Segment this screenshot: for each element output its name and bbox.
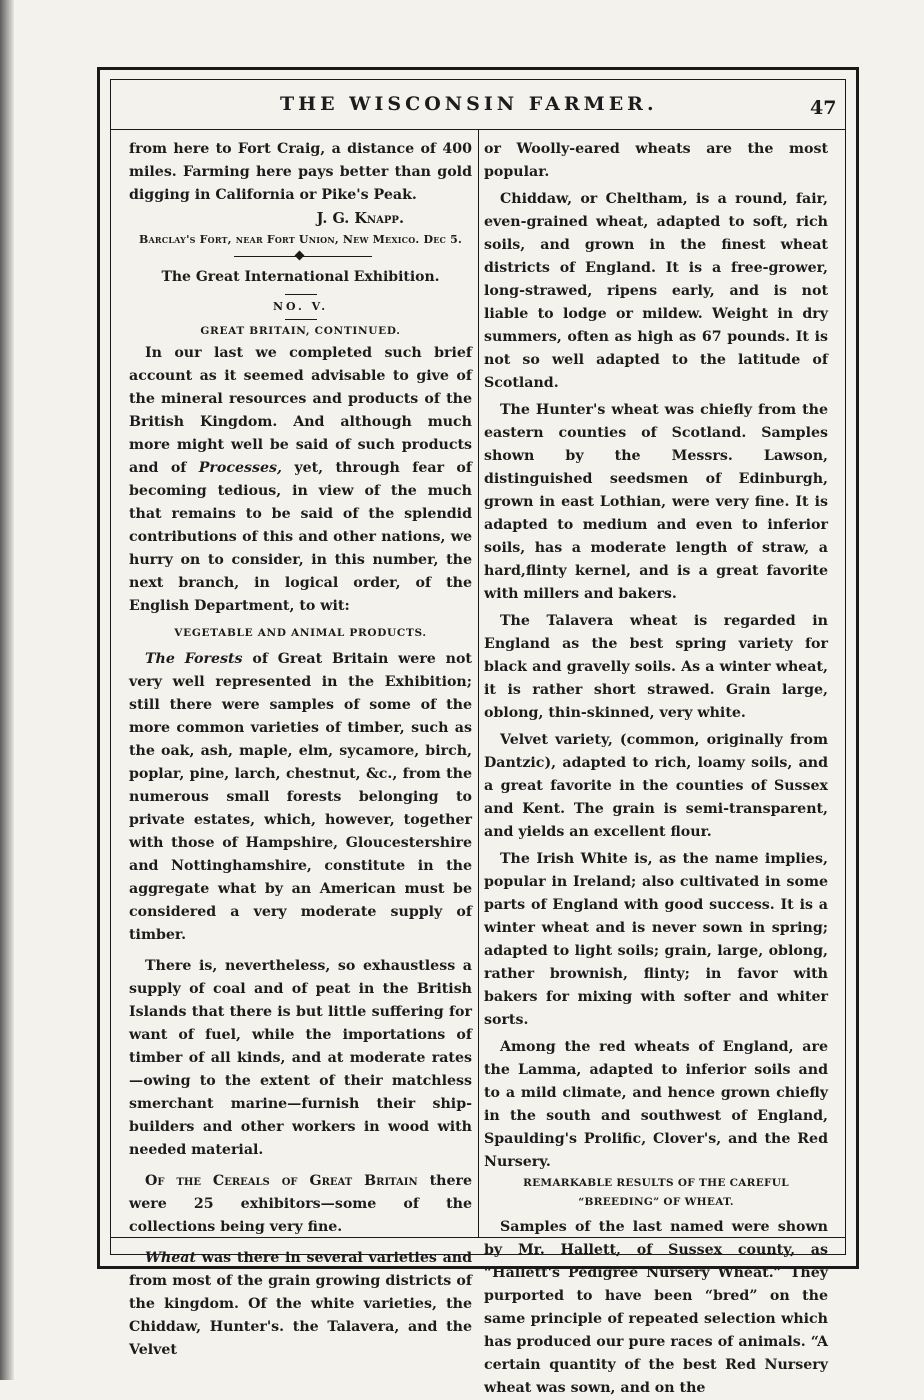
velvet-paragraph: Velvet variety, (common, originally from Dantzic), adapted to rich, loamy soils, and a great favorite in the counties of Sussex and Kent. The grain is semi-transparent, and yields an excellent flour. xyxy=(484,732,828,840)
red-wheats-paragraph: Among the red wheats of England, are the Lamma, adapted to inferior soils and to a mild climate, and hence grown chiefly in the south and southwest of England, Spaulding's Prolific, Clover's, and the Red Nursery. xyxy=(484,1039,828,1170)
letter-ending-paragraph: from here to Fort Craig, a distance of 400 miles. Farming here pays better than gold digging in California or Pike's Peak. xyxy=(129,141,472,203)
page-number: 47 xyxy=(810,97,837,119)
article-number: NO. V. xyxy=(272,300,329,313)
coal-paragraph: There is, nevertheless, so exhaustless a supply of coal and of peat in the British Islands that there is but little suffering for want of fuel, while the importations of timber of all kinds, and at moderate rates—owing to the extent of their matchless smerchant marine—furnish their ship-builders and other workers in wood with needed material. xyxy=(129,958,472,1158)
article-subtitle: GREAT BRITAIN, CONTINUED. xyxy=(200,325,401,337)
wheats-continued-paragraph: or Woolly-eared wheats are the most popular. xyxy=(484,141,828,180)
wheat-paragraph: Wheat was there in several varieties and from most of the grain growing districts of the kingdom. Of the white varieties, the Chiddaw, Hunter's. the Talavera, and the Velvet xyxy=(129,1250,472,1358)
page-binding-shadow xyxy=(0,0,14,1380)
ornament-divider xyxy=(129,250,472,264)
running-head: THE WISCONSIN FARMER. xyxy=(280,93,658,115)
irish-white-paragraph: The Irish White is, as the name implies, popular in Ireland; also cultivated in some parts of England with good success. It is a winter wheat and is never sown in spring; adapted to light soils; grain, large, oblong, rather brownish, flinty; in favor with bakers for mixing with softer and whiter sorts. xyxy=(484,851,828,1028)
right-column xyxy=(484,138,828,1396)
column-divider xyxy=(478,129,479,1237)
article-title: The Great International Exhibition. xyxy=(161,269,440,285)
letter-signature: J. G. Knapp. xyxy=(316,210,404,227)
forests-paragraph: The Forests of Great Britain were not very well represented in the Exhibition; still there were samples of some of the more common varieties of timber, such as the oak, ash, maple, elm, sycamore, birch, poplar, pine, larch, chestnut, &c., from the numerous small forests belonging to private estates, which, however, together with those of Hampshire, Gloucestershire and Nottinghamshire, constitute in the aggregate what by an American must be considered a very moderate supply of timber. xyxy=(129,651,472,943)
intro-paragraph: In our last we completed such brief account as it seemed advisable to give of the mineral resources and products of the British Kingdom. And although much more might well be said of such products and of Processes, yet, through fear of becoming tedious, in view of the much that remains to be said of the splendid contributions of this and other nations, we hurry on to consider, in this number, the next branch, in logical order, of the English Department, to wit: xyxy=(129,345,472,614)
letter-dateline: Barclay's Fort, near Fort Union, New Mexico. Dec 5. xyxy=(139,233,462,246)
hallett-paragraph: Samples of the last named were shown by Mr. Hallett, of Sussex county, as “Hallett's Pedigree Nursery Wheat.” They purported to have been “bred” on the same principle of repeated selection which has produced our pure races of animals. “A certain quantity of the best Red Nursery wheat was sown, and on the xyxy=(484,1219,828,1396)
breeding-subheading: REMARKABLE RESULTS OF THE CAREFUL “BREEDING” OF WHEAT. xyxy=(523,1177,789,1208)
cereals-paragraph: Of the Cereals of Great Britain there were 25 exhibitors—some of the collections being very fine. xyxy=(129,1173,472,1235)
chiddaw-paragraph: Chiddaw, or Cheltham, is a round, fair, even-grained wheat, adapted to soft, rich soils, and grown in the finest wheat districts of England. It is a free-grower, long-strawed, ripens early, and is not liable to lodge or mildew. Weight in dry summers, often as high as 67 pounds. It is not so well adapted to the latitude of Scotland. xyxy=(484,191,828,391)
left-column xyxy=(129,138,472,1358)
section-heading: VEGETABLE AND ANIMAL PRODUCTS. xyxy=(174,627,427,639)
talavera-paragraph: The Talavera wheat is regarded in England as the best spring variety for black and gravelly soils. As a winter wheat, it is rather short strawed. Grain large, oblong, thin-skinned, very white. xyxy=(484,613,828,721)
hunters-paragraph: The Hunter's wheat was chiefly from the eastern counties of Scotland. Samples shown by the Messrs. Lawson, distinguished seedsmen of Edinburgh, grown in east Lothian, were very fine. It is adapted to medium and even to inferior soils, has a moderate length of straw, a hard,flinty kernel, and is a great favorite with millers and bakers. xyxy=(484,402,828,602)
